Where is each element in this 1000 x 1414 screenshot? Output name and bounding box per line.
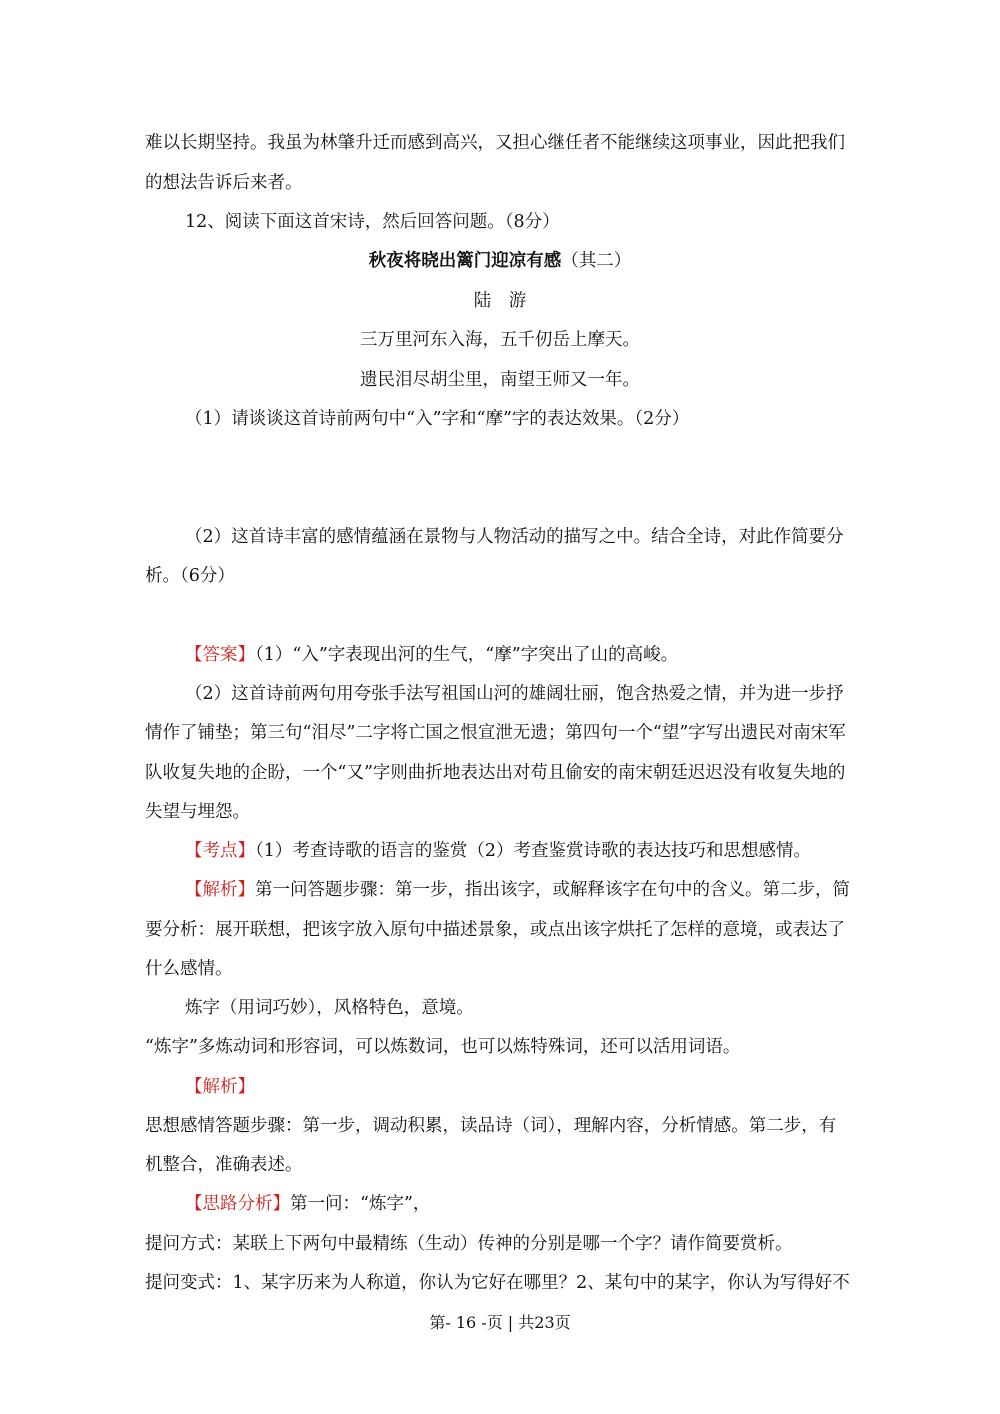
poem-line: 三万里河东入海，五千仞岳上摩天。 — [360, 330, 640, 350]
answer-line: 队收复失地的企盼，一个“又”字则曲折地表达出对苟且偷安的南宋朝廷迟迟没有收复失地的 — [145, 763, 846, 783]
question-heading: 12、阅读下面这首宋诗，然后回答问题。（8分） — [185, 212, 560, 232]
poem-title-suffix: （其二） — [561, 251, 632, 271]
kaodian-line — [185, 839, 1000, 863]
kaodian-text: （1）考查诗歌的语言的鉴赏（2）考查鉴赏诗歌的表达技巧和思想感情。 — [255, 841, 812, 861]
sub-question: （2）这首诗丰富的感情蕴涵在景物与人物活动的描写之中。结合全诗，对此作简要分 — [185, 527, 844, 547]
text-line: 提问变式：1、某字历来为人称道，你认为它好在哪里？2、某句中的某字，你认为写得好不 — [145, 1273, 850, 1293]
jiexi-label-line — [185, 1075, 1000, 1099]
jiexi-line: 什么感情。 — [145, 959, 233, 979]
poem-author: 陆 游 — [473, 291, 527, 311]
silu-text: 第一问：“炼字”， — [290, 1194, 431, 1214]
text-line: 的想法告诉后来者。 — [145, 173, 303, 193]
poem-line: 遗民泪尽胡尘里，南望王师又一年。 — [360, 370, 640, 390]
jiexi-label: 【解析】 — [185, 880, 255, 900]
answer-line — [185, 643, 1000, 667]
answer-text: （1）“入”字表现出河的生气，“摩”字突出了山的高峻。 — [255, 645, 679, 665]
text-line: 机整合，准确表述。 — [145, 1155, 303, 1175]
kaodian-label: 【考点】 — [185, 841, 255, 861]
text-line: 提问方式：某联上下两句中最精练（生动）传神的分别是哪一个字？请作简要赏析。 — [145, 1234, 793, 1254]
page-footer: 第- 16 -页 | 共23页 — [429, 1313, 571, 1332]
text-line: 炼字（用词巧妙），风格特色，意境。 — [185, 998, 474, 1018]
poem-title — [0, 249, 1000, 273]
jiexi-line: 要分析：展开联想，把该字放入原句中描述景象，或点出该字烘托了怎样的意境，或表达了 — [145, 920, 845, 940]
sub-question: （1）请谈谈这首诗前两句中“入”字和“摩”字的表达效果。（2分） — [185, 409, 690, 429]
sub-question: 析。（6分） — [145, 566, 235, 586]
answer-line: 情作了铺垫；第三句“泪尽”二字将亡国之恨宣泄无遗；第四句一个“望”字写出遗民对南宋军 — [145, 723, 846, 743]
answer-line: （2）这首诗前两句用夸张手法写祖国山河的雄阔壮丽，饱含热爱之情，并为进一步抒 — [185, 684, 844, 704]
jiexi-text: 第一问答题步骤：第一步，指出该字，或解释该字在句中的含义。第二步，简 — [255, 880, 850, 900]
text-line: “炼字”多炼动词和形容词，可以炼数词，也可以炼特殊词，还可以活用词语。 — [145, 1037, 741, 1057]
jiexi-line — [185, 878, 1000, 902]
answer-line: 失望与埋怨。 — [145, 802, 250, 822]
silu-line — [185, 1192, 1000, 1216]
jiexi-label: 【解析】 — [185, 1077, 255, 1097]
answer-label: 【答案】 — [185, 645, 255, 665]
silu-label: 【思路分析】 — [185, 1194, 290, 1214]
text-line: 难以长期坚持。我虽为林肇升迁而感到高兴，又担心继任者不能继续这项事业，因此把我们 — [145, 133, 845, 153]
poem-title-main: 秋夜将晓出篱门迎凉有感 — [368, 251, 562, 271]
text-line: 思想感情答题步骤：第一步，调动积累，读品诗（词），理解内容，分析情感。第二步，有 — [145, 1116, 837, 1136]
